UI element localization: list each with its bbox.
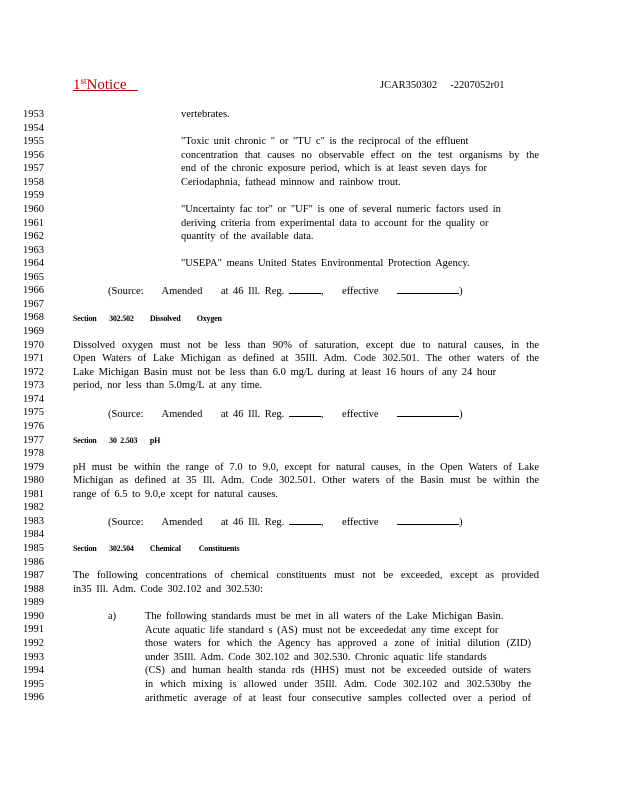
line-number: 1955	[23, 136, 44, 148]
line-number: 1985	[23, 543, 44, 554]
line-number: 1965	[23, 271, 44, 283]
text-line-1996: arithmetic average of at least four consecutive samples collected over a period of	[145, 692, 531, 704]
line-number: 1958	[23, 176, 44, 188]
line-number: 1994	[23, 665, 44, 677]
line-number: 1995	[23, 678, 44, 690]
line-number: 1984	[23, 529, 44, 541]
notice-heading: 1stNotice	[73, 76, 127, 93]
line-number: 1996	[23, 692, 44, 704]
line-number: 1974	[23, 393, 44, 405]
line-number: 1979	[23, 461, 44, 473]
line-number: 1973	[23, 380, 44, 392]
text-line-1992: those waters for which the Agency has approved a zone of initial dilution (ZID)	[145, 638, 531, 650]
text-line-1970: Dissolved oxygen must not be less than 90% of saturation, except due to natural causes, in the	[73, 339, 539, 351]
text-line-1995: in which mixing is allowed under 35Ill. Adm. Code 302.102 and 302.530by the	[145, 678, 531, 690]
section-heading-302-502: Section 302.502 Dissolved Oxygen	[73, 313, 222, 323]
line-number: 1976	[23, 420, 44, 432]
text-line-1953: vertebrates.	[181, 109, 230, 120]
section-heading-302-504: Section 302.504 Chemical Constituents	[73, 544, 240, 554]
document-id: JCAR350302 -2207052r01	[380, 80, 505, 91]
text-line-1994: (CS) and human health standa rds (HHS) must not be exceeded outside of waters	[145, 665, 531, 677]
line-number: 1957	[23, 163, 44, 175]
text-line-1960: "Uncertainty fac tor" or "UF" is one of several numeric factors used in	[181, 204, 501, 215]
line-number: 1969	[23, 326, 44, 337]
section-heading-302-503: Section 30 2.503 pH	[73, 435, 161, 445]
text-line-1988: in35 Ill. Adm. Code 302.102 and 302.530:	[73, 583, 263, 595]
line-number: 1987	[23, 570, 44, 582]
text-line-1981: range of 6.5 to 9.0,e xcept for natural causes.	[73, 488, 278, 500]
line-number: 1964	[23, 258, 44, 270]
text-line-1958: Ceriodaphnia, fathead minnow and rainbow trout.	[181, 176, 401, 188]
text-line-1980: Michigan as defined at 35 Ill. Adm. Code 302.501. Other waters of the Basin must be within the	[73, 475, 539, 487]
text-line-1991: Acute aquatic life standard s (AS) must not be exceededat any time except for	[145, 624, 499, 636]
line-number: 1959	[23, 190, 44, 202]
line-number: 1993	[23, 651, 44, 663]
line-number: 1960	[23, 203, 44, 215]
line-number: 1980	[23, 475, 44, 487]
line-number: 1961	[23, 217, 44, 229]
text-line-1979: pH must be within the range of 7.0 to 9.0, except for natural causes, in the Open Waters of Lake	[73, 461, 539, 473]
line-number: 1954	[23, 122, 44, 134]
text-line-1961: deriving criteria from experimental data to account for the quality or	[181, 217, 489, 229]
line-number: 1983	[23, 515, 44, 527]
line-number: 1981	[23, 488, 44, 500]
line-number: 1978	[23, 448, 44, 460]
line-number: 1963	[23, 244, 44, 256]
line-number: 1986	[23, 556, 44, 568]
text-line-1990: The following standards must be met in all waters of the Lake Michigan Basin.	[145, 611, 504, 622]
line-number: 1975	[23, 407, 44, 419]
line-number: 1989	[23, 597, 44, 609]
text-line-1993: under 35Ill. Adm. Code 302.102 and 302.530. Chronic aquatic life standards	[145, 651, 487, 663]
text-line-1971: Open Waters of Lake Michigan as defined at 35Ill. Adm. Code 302.501. The other waters of the	[73, 353, 539, 365]
text-line-1956: concentration that causes no observable effect on the test organisms by the	[181, 149, 539, 161]
line-number: 1968	[23, 312, 44, 324]
line-number: 1982	[23, 502, 44, 514]
text-line-1955: "Toxic unit chronic " or "TU c" is the reciprocal of the effluent	[181, 136, 469, 148]
text-line-1964: "USEPA" means United States Environmental Protection Agency.	[181, 258, 470, 270]
line-number: 1988	[23, 583, 44, 595]
line-number: 1962	[23, 231, 44, 243]
source-note-2: (Source: Amended at 46 Ill. Reg. , effective )	[108, 408, 463, 420]
line-number: 1992	[23, 637, 44, 649]
line-number: 1971	[23, 353, 44, 365]
text-line-1973: period, nor less than 5.0mg/L at any time.	[73, 380, 263, 392]
text-line-1962: quantity of the available data.	[181, 231, 314, 243]
source-note-1: (Source: Amended at 46 Ill. Reg. , effective )	[108, 286, 463, 298]
line-number: 1991	[23, 624, 44, 636]
line-number: 1953	[23, 109, 44, 120]
text-line-1987: The following concentrations of chemical constituents must not be exceeded, except as provided	[73, 570, 539, 582]
line-number: 1956	[23, 149, 44, 161]
line-number: 1972	[23, 366, 44, 378]
line-number: 1966	[23, 285, 44, 297]
line-number-column	[23, 108, 53, 705]
list-marker-a: a)	[108, 611, 117, 622]
line-number: 1967	[23, 298, 44, 310]
line-number: 1990	[23, 610, 44, 622]
line-number: 1970	[23, 339, 44, 351]
line-number: 1977	[23, 434, 44, 446]
text-line-1957: end of the chronic exposure period, which is at least seven days for	[181, 163, 487, 175]
source-note-3: (Source: Amended at 46 Ill. Reg. , effective )	[108, 517, 463, 529]
text-line-1972: Lake Michigan Basin must not be less than 6.0 mg/L during at least 16 hours of any 24 hour	[73, 366, 497, 378]
